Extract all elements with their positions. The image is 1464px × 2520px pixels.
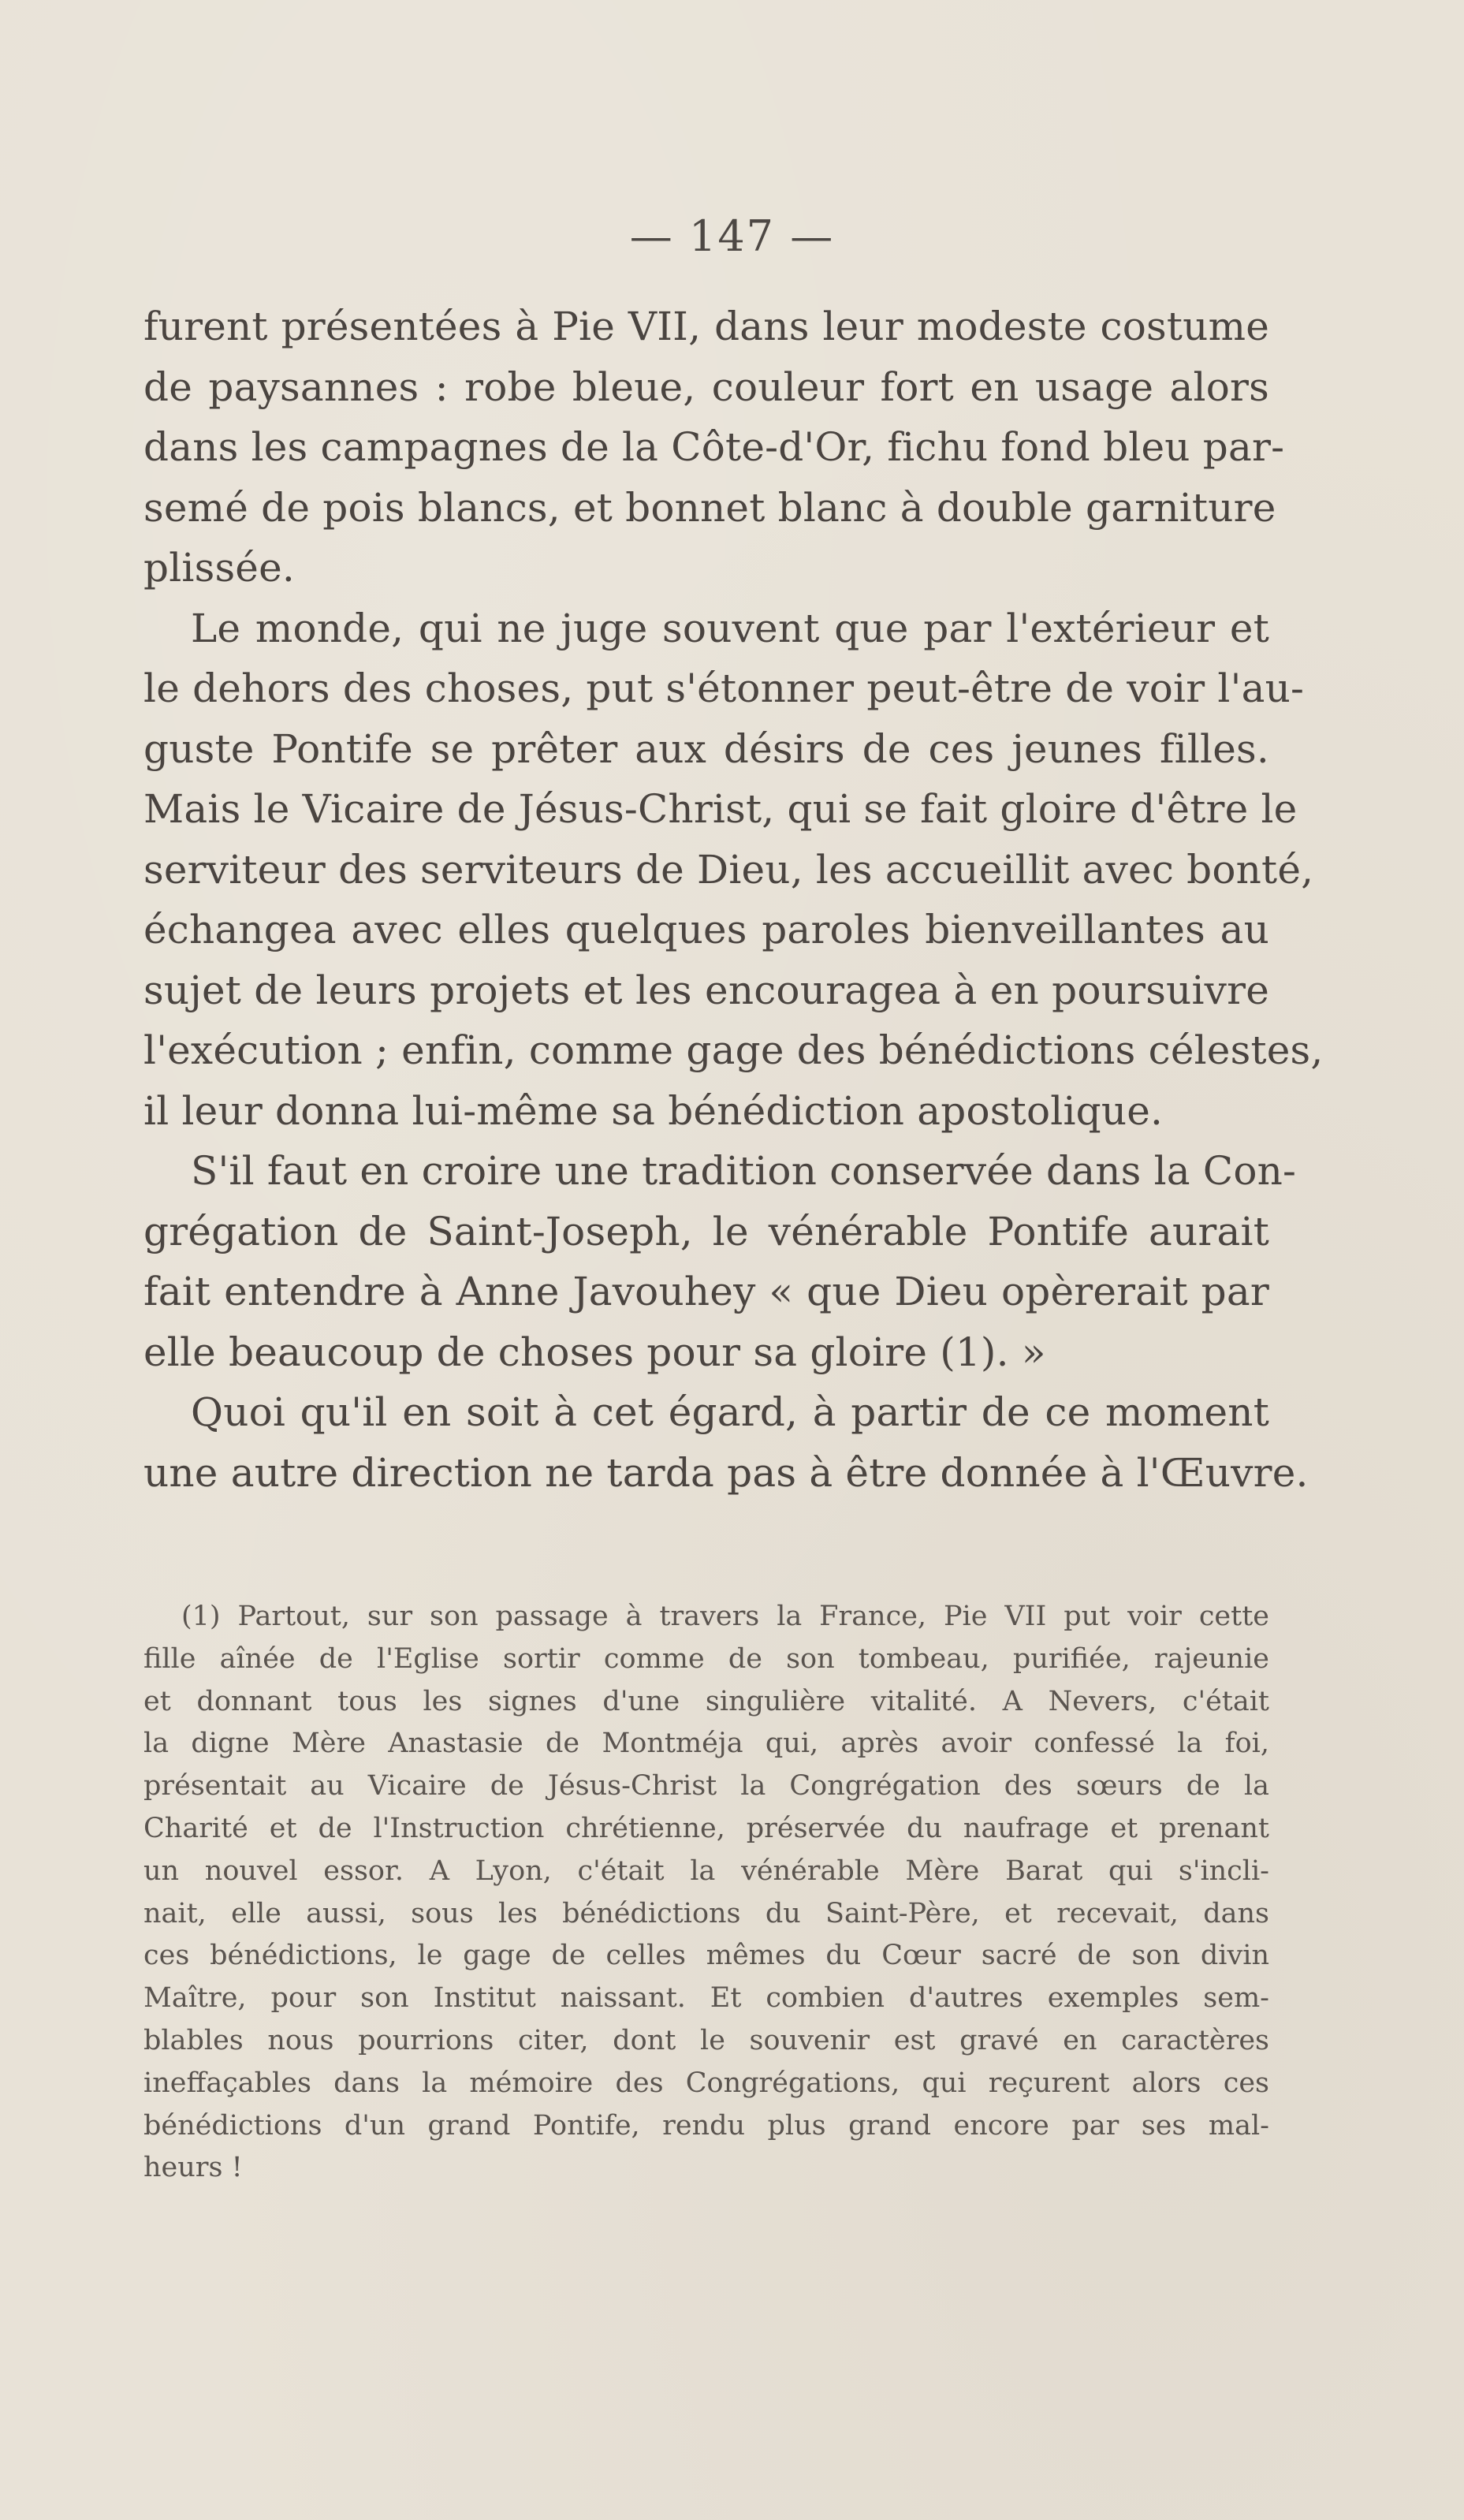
text-line: une autre direction ne tarda pas à être donnée à l'Œuvre.: [143, 1449, 1309, 1496]
text-line: échangea avec elles quelques paroles bienveillantes au: [143, 907, 1269, 952]
text-line: il leur donna lui-même sa bénédiction apostolique.: [143, 1087, 1164, 1134]
text-line: Mais le Vicaire de Jésus-Christ, qui se fait gloire d'être le: [143, 786, 1298, 832]
text-line: Le monde, qui ne juge souvent que par l'extérieur et: [191, 605, 1269, 651]
footnote-line: (1) Partout, sur son passage à travers la France, Pie VII put voir cette: [181, 1601, 1269, 1632]
text-line: serviteur des serviteurs de Dieu, les accueillit avec bonté,: [143, 846, 1314, 893]
text-line: furent présentées à Pie VII, dans leur modeste costume: [143, 304, 1269, 349]
footnote-line: ces bénédictions, le gage de celles mêmes du Cœur sacré de son divin: [143, 1940, 1269, 1972]
text-line: le dehors des choses, put s'étonner peut-être de voir l'au-: [143, 665, 1305, 711]
footnote-line: nait, elle aussi, sous les bénédictions du Saint-Père, et recevait, dans: [143, 1897, 1269, 1929]
footnote-line: et donnant tous les signes d'une singulière vitalité. A Nevers, c'était: [143, 1685, 1269, 1717]
text-line: sujet de leurs projets et les encouragea à en poursuivre: [143, 967, 1269, 1013]
footnote-line: fille aînée de l'Eglise sortir comme de son tombeau, purifiée, rajeunie: [143, 1642, 1269, 1675]
text-line: S'il faut en croire une tradition conservée dans la Con-: [191, 1148, 1297, 1194]
footnote-line: Charité et de l'Instruction chrétienne, préservée du naufrage et prenant: [143, 1812, 1269, 1844]
footnote-line: la digne Mère Anastasie de Montméja qui, après avoir confessé la foi,: [143, 1728, 1269, 1760]
text-line: semé de pois blancs, et bonnet blanc à double garniture: [143, 484, 1276, 531]
footnote-line: Maître, pour son Institut naissant. Et combien d'autres exemples sem-: [143, 1982, 1269, 2015]
text-line: fait entendre à Anne Javouhey « que Dieu opèrerait par: [143, 1269, 1269, 1314]
main-text: [143, 296, 1324, 1503]
text-line: elle beaucoup de choses pour sa gloire (1). »: [143, 1329, 1046, 1375]
text-line: dans les campagnes de la Côte-d'Or, fichu fond bleu par-: [143, 424, 1285, 470]
footnote-line: un nouvel essor. A Lyon, c'était la vénérable Mère Barat qui s'incli-: [143, 1855, 1269, 1887]
text-line: l'exécution ; enfin, comme gage des bénédictions célestes,: [143, 1027, 1324, 1073]
text-line: grégation de Saint-Joseph, le vénérable Pontife aurait: [143, 1208, 1269, 1254]
text-line: Quoi qu'il en soit à cet égard, à partir de ce moment: [191, 1389, 1269, 1435]
footnote-line: ineffaçables dans la mémoire des Congrégations, qui reçurent alors ces: [143, 2067, 1269, 2099]
text-line: de paysannes : robe bleue, couleur fort en usage alors: [143, 363, 1269, 410]
footnote-line: heurs !: [143, 2152, 243, 2184]
text-line: guste Pontife se prêter aux désirs de ces jeunes filles.: [143, 725, 1269, 772]
text-line: plissée.: [143, 545, 295, 591]
footnote-line: blables nous pourrions citer, dont le souvenir est gravé en caractères: [143, 2024, 1269, 2056]
footnote-line: bénédictions d'un grand Pontife, rendu plus grand encore par ses mal-: [143, 2109, 1269, 2142]
footnote-line: présentait au Vicaire de Jésus-Christ la Congrégation des sœurs de la: [143, 1770, 1269, 1802]
page-number: — 147 —: [629, 211, 835, 261]
footnote: [143, 1596, 1269, 2190]
